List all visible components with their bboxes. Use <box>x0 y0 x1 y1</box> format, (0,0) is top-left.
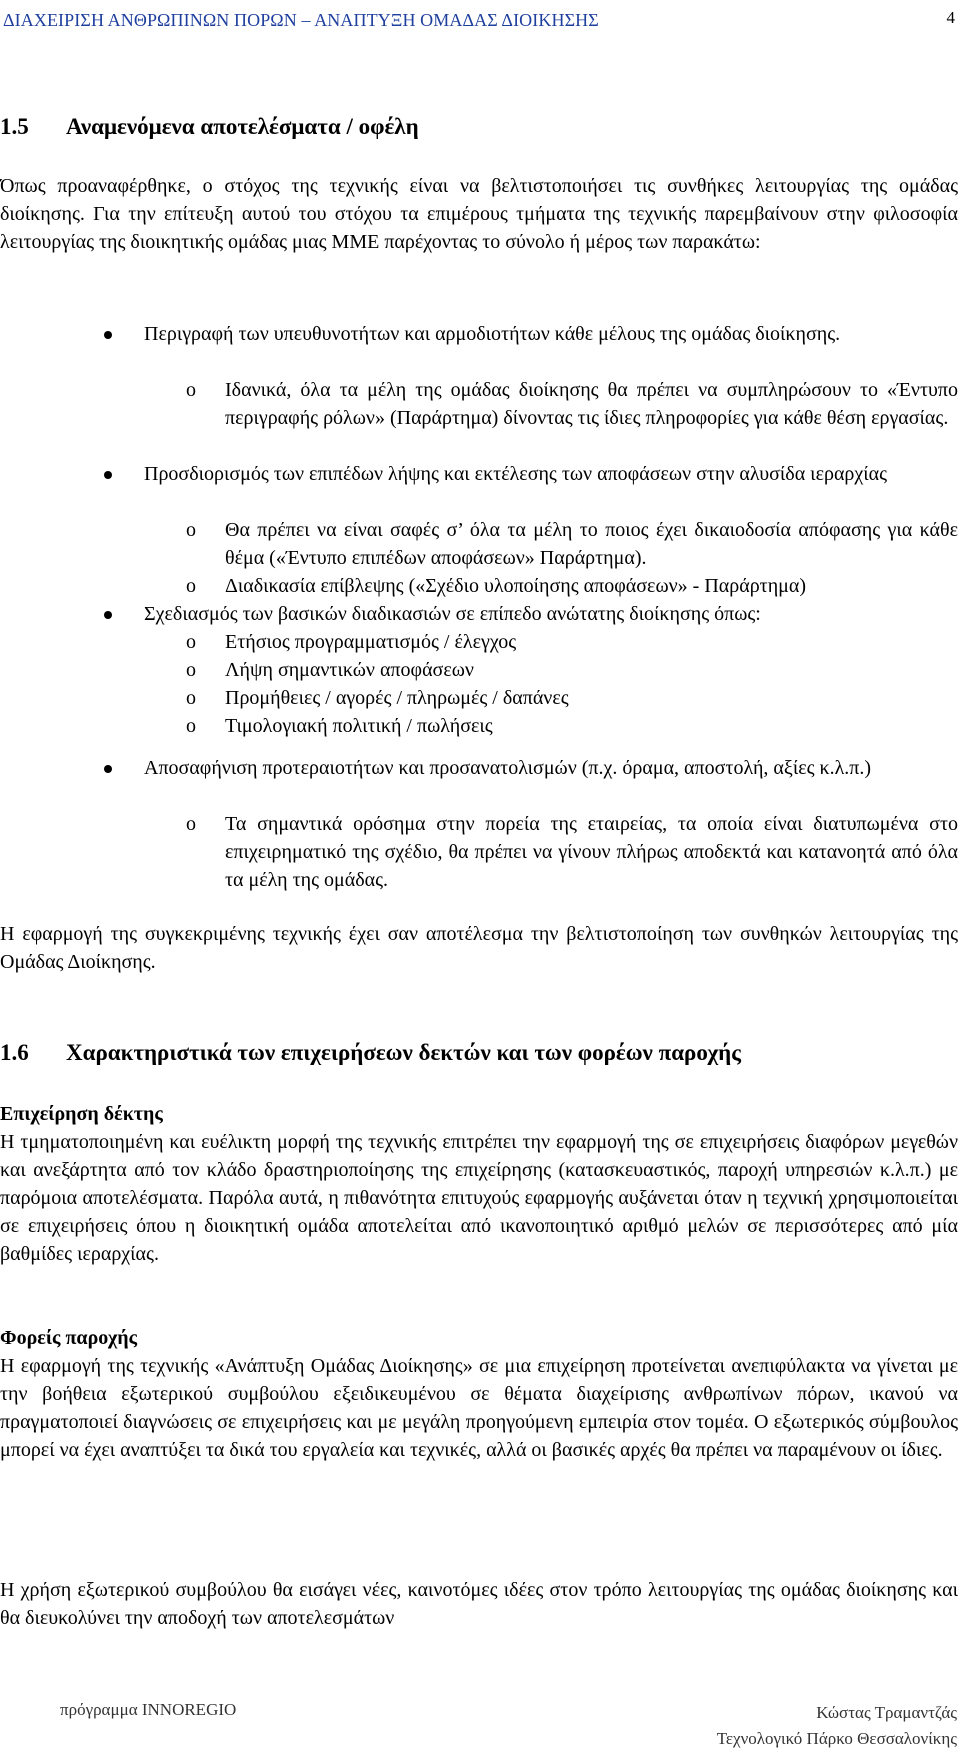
bullet-text: Προσδιορισμός των επιπέδων λήψης και εκτέλεσης των αποφάσεων στην αλυσίδα ιεραρχίας <box>144 463 888 485</box>
section-number: 1.6 <box>0 1040 29 1065</box>
sub-item-text: Προμήθειες / αγορές / πληρωμές / δαπάνες <box>225 687 569 709</box>
sub-item-text: Ετήσιος προγραμματισμός / έλεγχος <box>225 631 517 653</box>
sub-item-text: Τιμολογιακή πολιτική / πωλήσεις <box>225 715 493 737</box>
circle-bullet-icon: o <box>186 687 196 709</box>
subheading-recipient: Επιχείρηση δέκτης <box>0 1103 163 1125</box>
sub-item-text: Διαδικασία επίβλεψης («Σχέδιο υλοποίησης αποφάσεων» - Παράρτημα) <box>225 575 807 597</box>
circle-bullet-icon: o <box>186 575 196 597</box>
consultant-paragraph: Η χρήση εξωτερικού συμβούλου θα εισάγει νέες, καινοτόμες ιδέες στον τρόπο λειτουργίας της ομάδας διοίκησης και θα διευκολύνει την αποδοχή των αποτελεσμάτων <box>0 1579 958 1629</box>
page-number: 4 <box>946 8 955 27</box>
footer-credits <box>597 1700 957 1752</box>
section-heading-1-5 <box>0 112 960 142</box>
bullet-text: Αποσαφήνιση προτεραιοτήτων και προσανατολισμών (π.χ. όραμα, αποστολή, αξίες κ.λ.π.) <box>144 757 872 779</box>
sub-item-text: Θα πρέπει να είναι σαφές σ’ όλα τα μέλη το ποιος έχει δικαιοδοσία απόφασης για κάθε θέμα («Έντυπο επιπέδων αποφάσεων» Παράρτημα). <box>225 519 958 569</box>
section-heading-1-6 <box>0 1038 960 1068</box>
bullet-text: Περιγραφή των υπευθυνοτήτων και αρμοδιοτήτων κάθε μέλους της ομάδας διοίκησης. <box>144 323 841 345</box>
section-title: Αναμενόμενα αποτελέσματα / οφέλη <box>66 114 419 139</box>
conclusion-paragraph: Η εφαρμογή της συγκεκριμένης τεχνικής έχει σαν αποτέλεσμα την βελτιστοποίηση των συνθηκών λειτουργίας της Ομάδας Διοίκησης. <box>0 923 958 973</box>
footer-program: πρόγραμμα INNOREGIO <box>60 1700 237 1719</box>
circle-bullet-icon: o <box>186 659 196 681</box>
circle-bullet-icon: o <box>186 631 196 653</box>
sub-item-text: Λήψη σημαντικών αποφάσεων <box>225 659 474 681</box>
footer-author: Κώστας Τραμαντζάς <box>816 1703 957 1722</box>
providers-paragraph: Η εφαρμογή της τεχνικής «Ανάπτυξη Ομάδας Διοίκησης» σε μια επιχείρηση προτείνεται ανεπιφύλακτα να γίνεται με την βοήθεια εξωτερικού συμβούλου εξειδικευμένου σε θέματα διαχείρισης ανθρωπίνων πόρων, ικανού να πραγματοποιεί διαγνώσεις σε επιχειρήσεις και με μεγάλη προηγούμενη εμπειρία στον τομέα. Ο εξωτερικός σύμβουλος μπορεί να έχει αναπτύξει τα δικά του εργαλεία και τεχνικές, αλλά οι βασικές αρχές θα πρέπει να παραμένουν οι ίδιες. <box>0 1355 958 1461</box>
circle-bullet-icon: o <box>186 813 196 835</box>
subheading-providers: Φορείς παροχής <box>0 1327 138 1349</box>
bullet-text: Σχεδιασμός των βασικών διαδικασιών σε επίπεδο ανώτατης διοίκησης όπως: <box>144 603 761 625</box>
sub-item-text: Ιδανικά, όλα τα μέλη της ομάδας διοίκησης θα πρέπει να συμπληρώσουν το «Έντυπο περιγραφής ρόλων» (Παράρτημα) δίνοντας τις ίδιες πληροφορίες για κάθε θέση εργασίας. <box>225 379 958 429</box>
section-number: 1.5 <box>0 114 29 139</box>
running-header <box>0 6 960 36</box>
circle-bullet-icon: o <box>186 379 196 401</box>
bullet-icon <box>104 611 112 619</box>
section-title: Χαρακτηριστικά των επιχειρήσεων δεκτών και των φορέων παροχής <box>66 1040 741 1065</box>
sub-item-text: Τα σημαντικά ορόσημα στην πορεία της εταιρείας, τα οποία είναι διατυπωμένα στο επιχειρηματικό της σχέδιο, θα πρέπει να γίνουν πλήρως αποδεκτά και κατανοητά από όλα τα μέλη της ομάδας. <box>225 813 958 891</box>
running-title: ΔΙΑΧΕΙΡΙΣΗ ΑΝΘΡΩΠΙΝΩΝ ΠΟΡΩΝ – ΑΝΑΠΤΥΞΗ ΟΜΑΔΑΣ ΔΙΟΙΚΗΣΗΣ <box>3 10 599 30</box>
footer-organization: Τεχνολογικό Πάρκο Θεσσαλονίκης <box>716 1729 957 1748</box>
recipient-paragraph: Η τμηματοποιημένη και ευέλικτη μορφή της τεχνικής επιτρέπει την εφαρμογή της σε επιχειρήσεις διαφόρων μεγεθών και ανεξάρτητα από τον κλάδο δραστηριοποίησης της επιχείρησης (κατασκευαστικός, παροχή υπηρεσιών κ.λ.π.) με παρόμοια αποτελέσματα. Παρόλα αυτά, η πιθανότητα επιτυχούς εφαρμογής αυξάνεται όταν η τεχνική χρησιμοποιείται σε επιχειρήσεις όπου η διοικητική ομάδα αποτελείται από ικανοποιητικό αριθμό μελών σε περισσότερες από μία βαθμίδες ιεραρχίας. <box>0 1131 958 1265</box>
circle-bullet-icon: o <box>186 715 196 737</box>
intro-paragraph: Όπως προαναφέρθηκε, ο στόχος της τεχνικής είναι να βελτιστοποιήσει τις συνθήκες λειτουργίας της ομάδας διοίκησης. Για την επίτευξη αυτού του στόχου τα επιμέρους τμήματα της τεχνικής παρεμβαίνουν στην φιλοσοφία λειτουργίας της διοικητικής ομάδας μιας ΜΜΕ παρέχοντας το σύνολο ή μέρος των παρακάτω: <box>0 175 958 253</box>
circle-bullet-icon: o <box>186 519 196 541</box>
